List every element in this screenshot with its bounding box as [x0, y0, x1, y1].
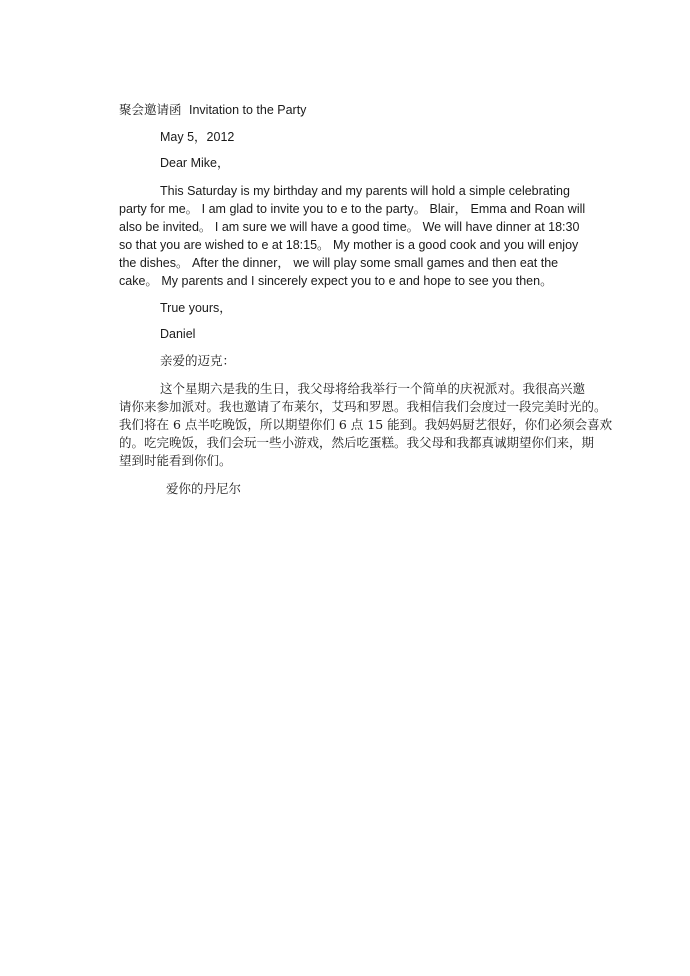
letter-signature: Daniel [160, 327, 196, 341]
body-line: cake。 My parents and I sincerely expect you to e and hope to see you then。 [119, 274, 553, 288]
letter-greeting: Dear Mike， [160, 156, 230, 170]
letter-date: May 5，2012 [160, 130, 235, 144]
title-english: Invitation to the Party [189, 103, 307, 117]
body-line-chinese: 望到时能看到你们。 [119, 453, 232, 468]
letter-greeting-chinese: 亲爱的迈克： [160, 353, 236, 368]
letter-body-chinese [119, 380, 613, 470]
body-line: so that you are wished to e at 18:15。 My mother is a good cook and you will enjoy [119, 238, 579, 252]
body-line-chinese: 请你来参加派对。我也邀请了布莱尔，艾玛和罗恩。我相信我们会度过一段完美时光的。 [119, 399, 607, 414]
body-line: also be invited。 I am sure we will have a good time。 We will have dinner at 18:30 [119, 220, 580, 234]
title-chinese: 聚会邀请函 [119, 102, 182, 117]
body-line: the dishes。 After the dinner， we will play some small games and then eat the [119, 256, 559, 270]
body-line: party for me。 I am glad to invite you to e to the party。 Blair， Emma and Roan will [119, 202, 586, 216]
body-line-chinese: 这个星期六是我的生日，我父母将给我举行一个简单的庆祝派对。我很高兴邀 [160, 381, 586, 396]
letter-body-english [119, 182, 589, 290]
body-line-chinese: 的。吃完晚饭，我们会玩一些小游戏，然后吃蛋糕。我父母和我都真诚期望你们来，期 [119, 435, 595, 450]
body-line-chinese: 我们将在 6 点半吃晚饭，所以期望你们 6 点 15 能到。我妈妈厨艺很好，你们必须会喜欢 [119, 417, 613, 432]
letter-signature-chinese: 爱你的丹尼尔 [166, 481, 242, 496]
letter-closing: True yours， [160, 301, 232, 315]
document-title [119, 101, 306, 119]
body-line: This Saturday is my birthday and my parents will hold a simple celebrating [160, 184, 570, 198]
